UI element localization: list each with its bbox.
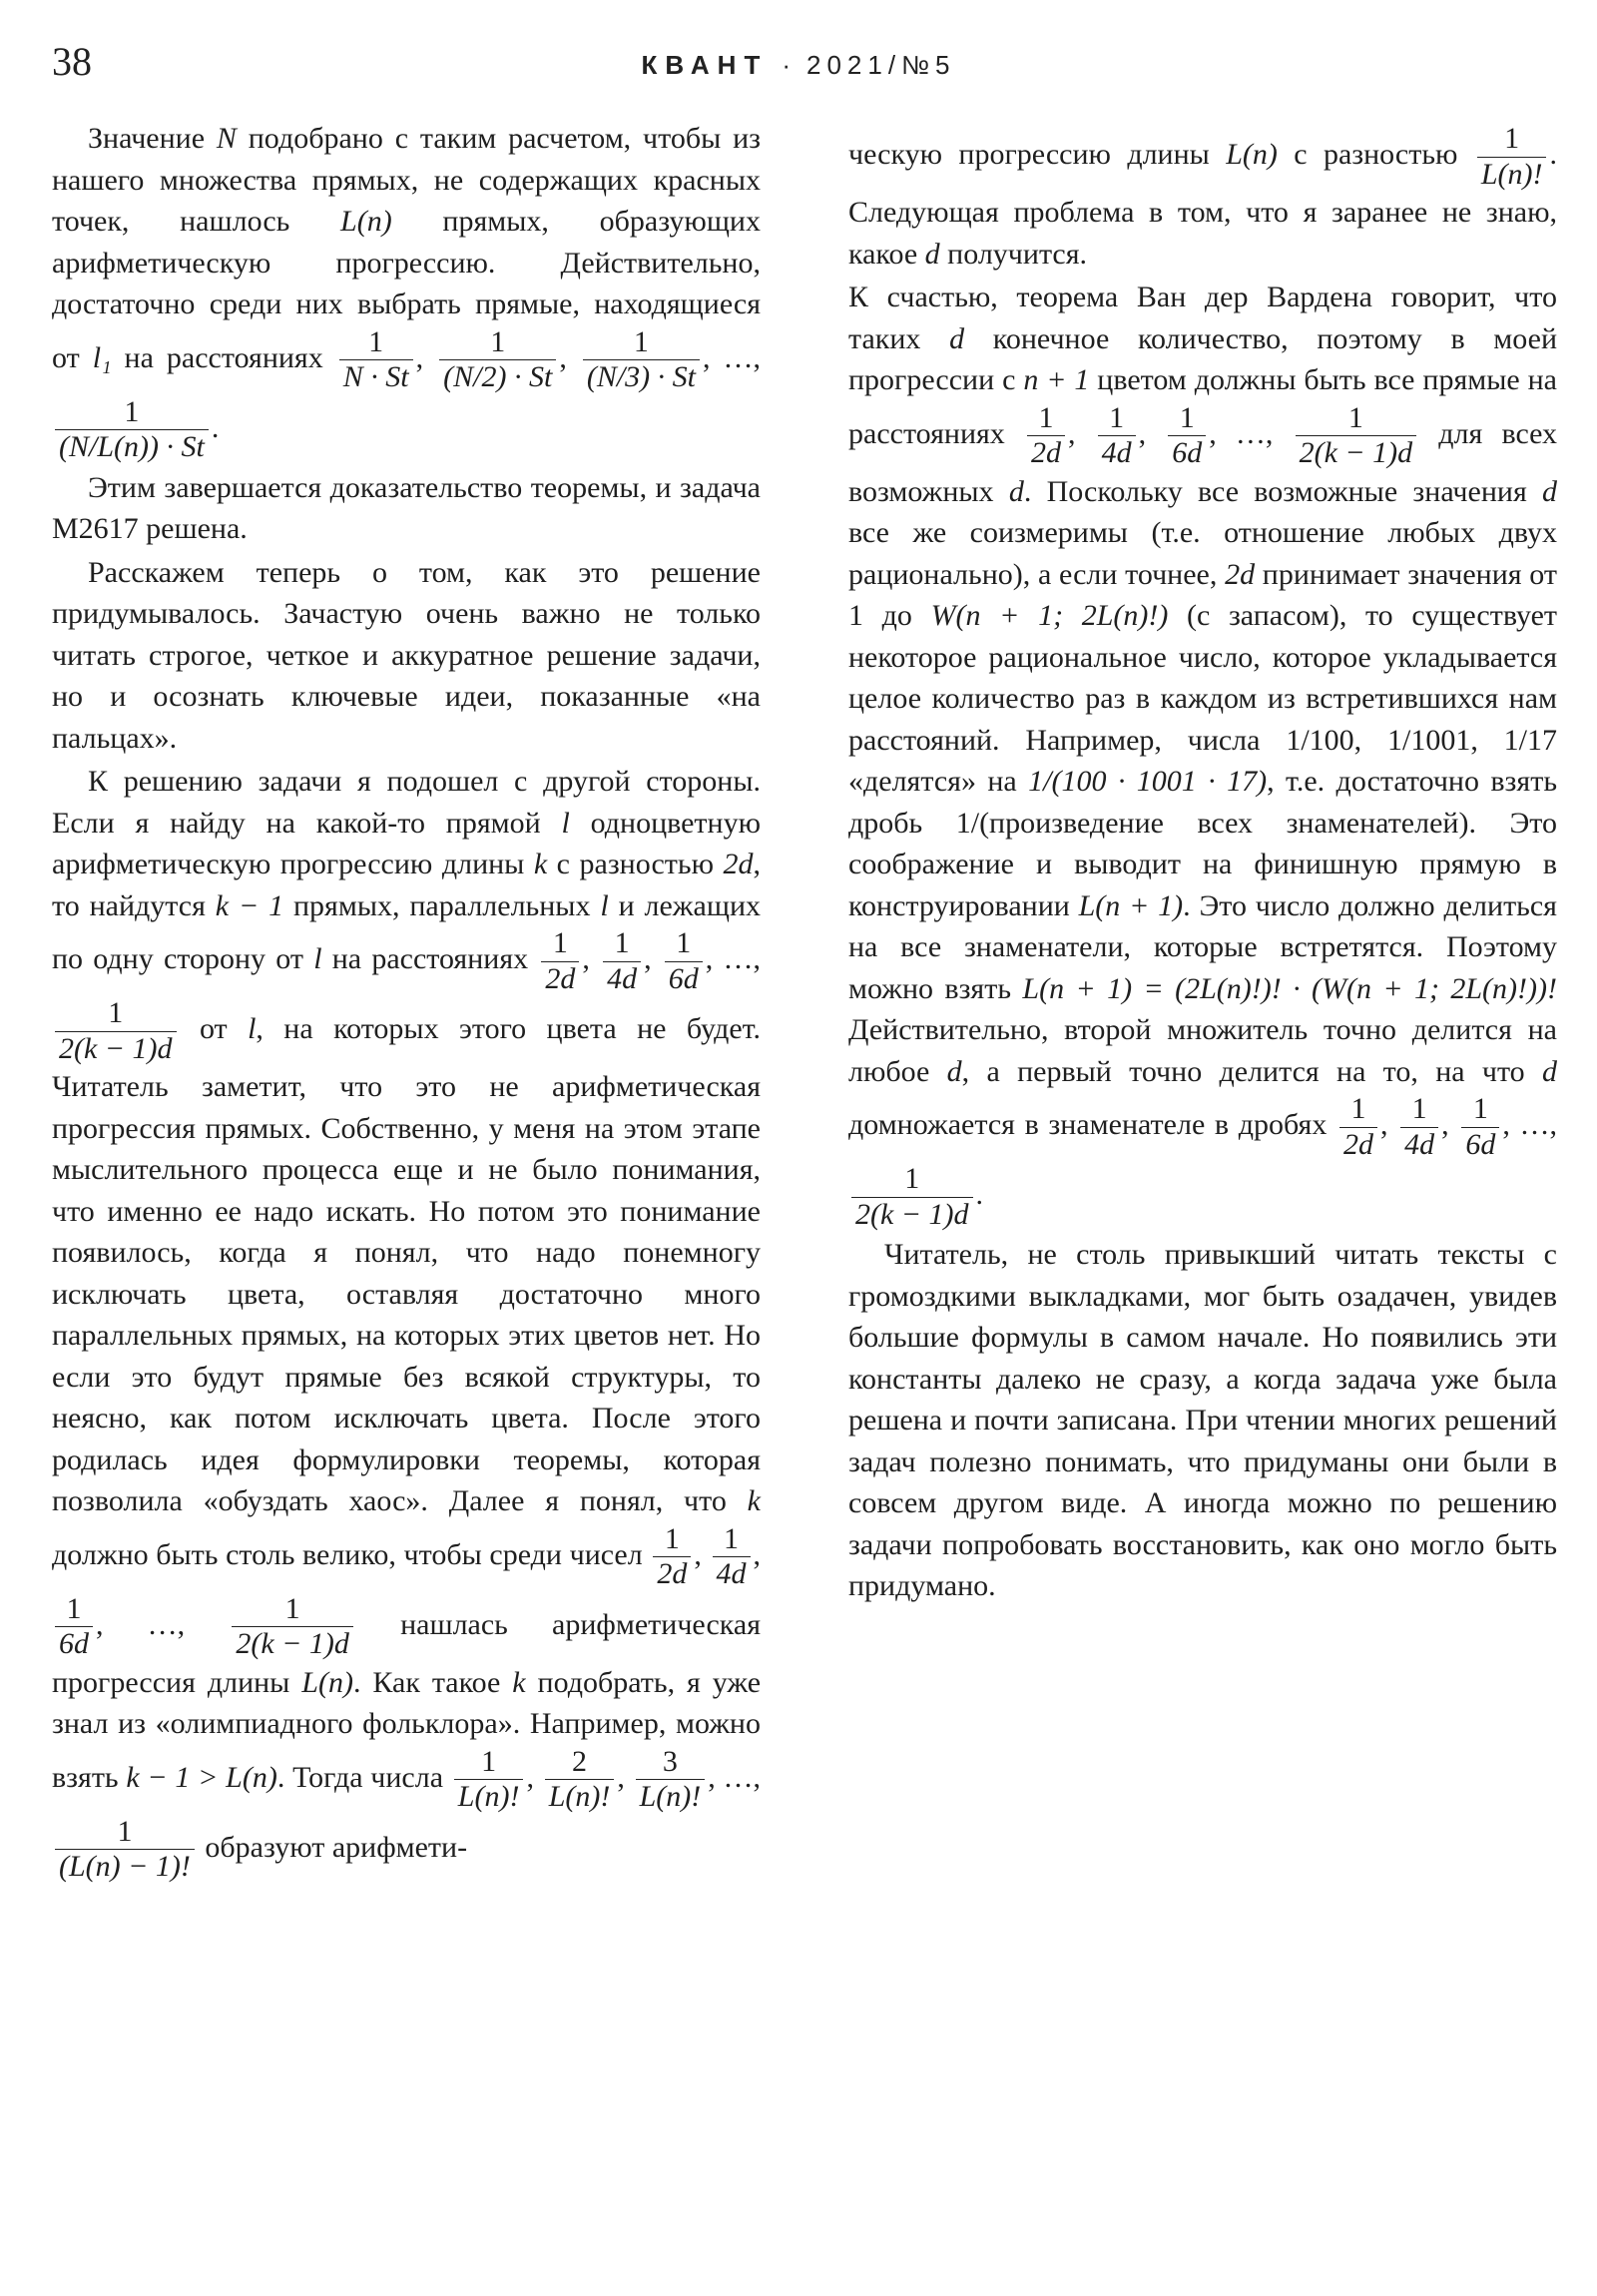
paragraph: ческую прогрессию длины L(n) с разностью $\frac{1}{L(n)!}$ . Следующая проблема в том, что я заранее не знаю, какое d получится.	[848, 122, 1557, 271]
fraction: $\frac{1}{4d}$	[603, 926, 641, 996]
fraction: $\frac{1}{6d}$	[1461, 1092, 1499, 1162]
fraction: $\frac{1}{6d}$	[665, 926, 703, 996]
fraction: $\frac{1}{(L(n) - 1)!}$	[55, 1815, 195, 1885]
fraction: $\frac{1}{(N/3) \cdot St}$	[583, 325, 700, 395]
paragraph: К счастью, теорема Ван дер Вардена говорит, что таких d конечное количество, поэтому в моей прогрессии с n + 1 цветом должны быть все прямые на расстояниях $\frac{1}{2d}$ , $\frac{1}{4d}$ , $\frac{1}{6d}$ , …, $\frac{1}{2(k - 1)d}$ для всех возможных d. Поскольку все возможные значения d все же соизмеримы (т.е. отношение любых двух рационально), а если точнее, 2d принимает значения от 1 до W(n + 1; 2L(n)!) (с запасом), то существует некоторое рациональное число, которое укладывается целое количество раз в каждом из встретившихся нам расстояний. Например, числа 1/100, 1/1001, 1/17 «делятся» на 1/(100 · 1001 · 17), т.е. достаточно взять дробь 1/(произведение всех знаменателей). Это соображение и выводит на финишную прямую в конструировании L(n + 1). Это число должно делиться на все знаменатели, которые встретятся. Поэтому можно взять L(n + 1) = (2L(n)!)! · (W(n + 1; 2L(n)!))! Действительно, второй множитель точно делится на любое d, а первый точно делится на то, на что d домножается в знаменателе в дробях $\frac{1}{2d}$ , $\frac{1}{4d}$ , $\frac{1}{6d}$ , …, $\frac{1}{2(k - 1)d}$ .	[848, 281, 1558, 1231]
issue-number: 2021/№5	[806, 50, 956, 80]
running-head	[0, 50, 1597, 81]
fraction: $\frac{1}{2d}$	[1339, 1092, 1377, 1162]
fraction: $\frac{1}{N \cdot St}$	[339, 325, 413, 395]
fraction: $\frac{1}{L(n)!}$	[454, 1745, 524, 1815]
fraction: $\frac{1}{2d}$	[541, 926, 579, 996]
fraction: $\frac{1}{6d}$	[55, 1592, 93, 1662]
right-column	[848, 122, 1557, 1609]
fraction: $\frac{1}{4d}$	[1098, 401, 1136, 471]
fraction: $\frac{1}{2(k - 1)d}$	[1296, 401, 1417, 471]
paragraph: Значение N подобрано с таким расчетом, чтобы из нашего множества прямых, не содержащих красных точек, нашлось L(n) прямых, образующих арифметическую прогрессию. Действительно, достаточно среди них выбрать прямые, находящиеся от l₁ на расстояниях $\frac{1}{N \cdot St}$ , $\frac{1}{(N/2) \cdot St}$ , $\frac{1}{(N/3) \cdot St}$ , …, $\frac{1}{(N/L(n)) \cdot St}$ .	[52, 122, 762, 463]
fraction: $\frac{1}{L(n)!}$	[1477, 122, 1547, 192]
paragraph: Этим завершается доказательство теоремы, и задача М2617 решена.	[52, 470, 761, 545]
fraction: $\frac{2}{L(n)!}$	[545, 1745, 615, 1815]
fraction: $\frac{3}{L(n)!}$	[636, 1745, 706, 1815]
left-column	[52, 118, 761, 1887]
fraction: $\frac{1}{(N/L(n)) \cdot St}$	[55, 395, 209, 465]
fraction: $\frac{1}{4d}$	[1400, 1092, 1438, 1162]
paragraph: Расскажем теперь о том, как это решение придумывалось. Зачастую очень важно не только читать строгое, четкое и аккуратное решение задачи, но и осознать ключевые идеи, показанные «на пальцах».	[52, 555, 761, 755]
fraction: $\frac{1}{(N/2) \cdot St}$	[439, 325, 556, 395]
fraction: $\frac{1}{2(k - 1)d}$	[232, 1592, 353, 1662]
fraction: $\frac{1}{2(k - 1)d}$	[851, 1162, 973, 1232]
paragraph: К решению задачи я подошел с другой стороны. Если я найду на какой-то прямой l одноцветную арифметическую прогрессию длины k с разностью 2d, то найдутся k − 1 прямых, параллельных l и лежащих по одну сторону от l на расстояниях $\frac{1}{2d}$ , $\frac{1}{4d}$ , $\frac{1}{6d}$ , …, $\frac{1}{2(k - 1)d}$ от l, на которых этого цвета не будет. Читатель заметит, что это не арифметическая прогрессия прямых. Собственно, у меня на этом этапе мыслительного процесса еще и не было понимания, что именно ее надо искать. Но потом это понимание появилось, когда я понял, что надо понемногу исключать цвета, оставляя достаточно много параллельных прямых, на которых этих цветов нет. Но если это будут прямые без всякой структуры, то неясно, как потом исключать цвета. После этого родилась идея формулировки теоремы, которая позволила «обуздать хаос». Далее я понял, что k должно быть столь велико, чтобы среди чисел $\frac{1}{2d}$ , $\frac{1}{4d}$ , $\frac{1}{6d}$ , …, $\frac{1}{2(k - 1)d}$ нашлась арифметическая прогрессия длины L(n). Как такое k подобрать, я уже знал из «олимпиадного фольклора». Например, можно взять k − 1 > L(n). Тогда числа $\frac{1}{L(n)!}$ , $\frac{2}{L(n)!}$ , $\frac{3}{L(n)!}$ , …, $\frac{1}{(L(n) - 1)!}$ образуют арифмети-	[52, 765, 762, 1883]
fraction: $\frac{1}{4d}$	[713, 1522, 751, 1592]
fraction: $\frac{1}{2d}$	[1027, 401, 1065, 471]
paragraph: Читатель, не столь привыкший читать тексты с громоздкими выкладками, мог быть озадачен, увидев большие формулы в самом начале. Но появились эти константы далеко не сразу, а когда задача уже была решена и почти записана. При чтении многих решений задач полезно понимать, что придуманы они были в совсем другом виде. А иногда можно по решению задачи попробовать восстановить, как оно могло быть придумано.	[848, 1238, 1557, 1602]
running-head-dot: ·	[782, 50, 794, 80]
fraction: $\frac{1}{6d}$	[1168, 401, 1206, 471]
fraction: $\frac{1}{2(k - 1)d}$	[55, 996, 177, 1066]
page-number: 38	[52, 39, 92, 84]
journal-name: КВАНТ	[641, 50, 769, 80]
fraction: $\frac{1}{2d}$	[653, 1522, 691, 1592]
